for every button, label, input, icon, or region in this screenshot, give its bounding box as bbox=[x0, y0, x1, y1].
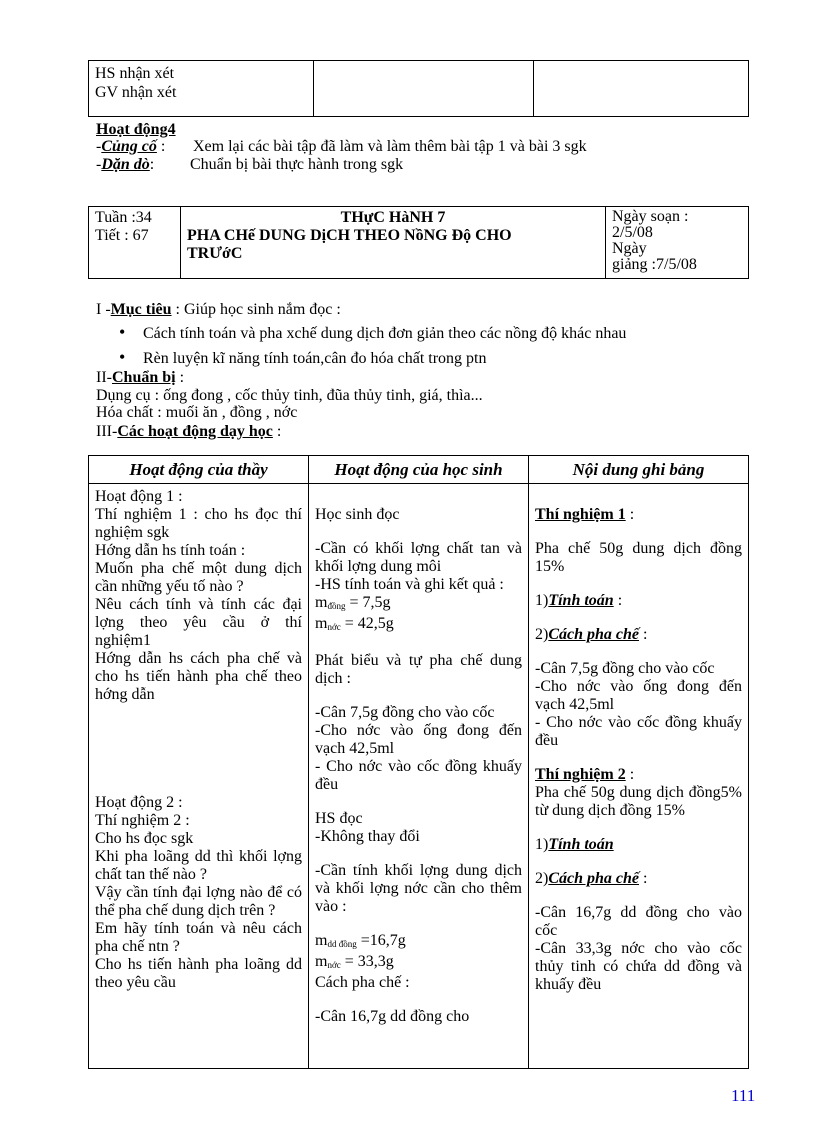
lesson-title-line2: PHA CHế DUNG DịCH THEO NồNG Độ CHO bbox=[187, 227, 512, 244]
lesson-period: Tiết : 67 bbox=[95, 227, 149, 244]
board-num: 1) bbox=[535, 836, 549, 853]
board-num: 2) bbox=[535, 870, 549, 887]
student-method: Cách pha chế : bbox=[315, 974, 410, 991]
board-calc2-label: Tính toán bbox=[548, 836, 614, 853]
objectives-text: : Giúp học sinh nắm đọc : bbox=[171, 301, 341, 318]
activities-table bbox=[88, 455, 749, 1069]
activity4-title-text: Hoạt động4 bbox=[96, 121, 176, 138]
student-m-dong bbox=[315, 594, 522, 615]
m-symbol: m bbox=[315, 932, 328, 949]
student-read1: Học sinh đọc bbox=[315, 506, 400, 523]
activities-heading bbox=[96, 423, 281, 441]
header-teacher: Hoạt động của thầy bbox=[89, 456, 309, 484]
activities-prefix: III- bbox=[96, 423, 118, 440]
preparation-heading bbox=[96, 369, 184, 387]
student-s1: -Cân 7,5g đồng cho vào cốc bbox=[315, 704, 495, 721]
board-colon: : bbox=[639, 626, 648, 643]
board-method2-label: Cách pha chế bbox=[548, 870, 639, 887]
header-board: Nội dung ghi bảng bbox=[529, 456, 749, 484]
student-m-dd-dong bbox=[315, 932, 522, 953]
activity4-item-text: Xem lại các bài tập đã làm và làm thêm bài tập 1 và bài 3 sgk bbox=[193, 138, 587, 155]
activity4-item-label: Củng cố bbox=[101, 138, 157, 155]
student-need: -Cần có khối lợng chất tan và khối lợng dung môi bbox=[315, 540, 522, 575]
preparation-label: Chuẩn bị bbox=[111, 369, 176, 386]
teacher-exp2: Thí nghiệm 2 : bbox=[95, 812, 190, 829]
objectives-heading bbox=[96, 301, 341, 319]
m-value: = 33,3g bbox=[340, 953, 394, 970]
m-symbol: m bbox=[315, 615, 328, 632]
student-m-nuoc2 bbox=[315, 953, 522, 974]
teacher-act1: Hoạt động 1 : bbox=[95, 488, 183, 505]
board-exp2-desc: Pha chế 50g dung dịch đồng5% từ dung dịch đồng 15% bbox=[535, 784, 742, 819]
board-method2 bbox=[535, 870, 742, 888]
lesson-date2: giảng :7/5/08 bbox=[612, 256, 697, 273]
board-num: 1) bbox=[535, 592, 549, 609]
objective-bullet-text: Cách tính toán và pha xchế dung dịch đơn giản theo các nồng độ khác nhau bbox=[143, 325, 627, 342]
lesson-header-table bbox=[88, 206, 749, 279]
board-colon: : bbox=[625, 766, 635, 783]
board-calc-label: Tính toán bbox=[548, 592, 614, 609]
m-subscript: dd đồng bbox=[327, 939, 357, 949]
objective-bullet-item bbox=[119, 322, 627, 343]
bullet-icon: • bbox=[119, 322, 126, 342]
teacher-guide: Hớng dẫn hs tính toán : bbox=[95, 542, 246, 559]
m-value: =16,7g bbox=[356, 932, 406, 949]
lesson-date-cell bbox=[606, 207, 749, 279]
board-b1: -Cân 7,5g đồng cho vào cốc bbox=[535, 660, 715, 677]
m-symbol: m bbox=[315, 953, 328, 970]
lesson-date1-label: Ngày soạn : bbox=[612, 208, 689, 225]
board-method-label: Cách pha chế bbox=[548, 626, 639, 643]
board-b4: -Cân 16,7g dd đồng cho vào cốc bbox=[535, 904, 742, 939]
student-calc: -HS tính toán và ghi kết quả : bbox=[315, 576, 504, 593]
m-subscript: nớc bbox=[327, 960, 341, 970]
objective-bullet-item bbox=[119, 347, 487, 368]
teacher-exp1: Thí nghiệm 1 : cho hs đọc thí nghiệm sgk bbox=[95, 506, 302, 541]
teacher-guide2: Hớng dẫn hs cách pha chế và cho hs tiến hành pha chế theo hớng dẫn bbox=[95, 650, 302, 703]
board-cell bbox=[529, 484, 749, 1069]
student-m-nuoc bbox=[315, 615, 522, 636]
m-symbol: m bbox=[315, 594, 328, 611]
m-value: = 42,5g bbox=[340, 615, 394, 632]
m-value: = 7,5g bbox=[345, 594, 391, 611]
activity4-item-sep: : bbox=[149, 156, 155, 173]
student-s2: -Cho nớc vào ống đong đến vạch 42,5ml bbox=[315, 722, 522, 757]
bullet-icon: • bbox=[119, 347, 126, 367]
continuation-teacher-cell bbox=[89, 61, 314, 117]
board-calc2 bbox=[535, 836, 742, 854]
objectives-label: Mục tiêu bbox=[110, 301, 172, 318]
board-exp1-label: Thí nghiệm 1 bbox=[535, 506, 626, 523]
student-nochange: -Không thay đổi bbox=[315, 828, 420, 845]
board-method bbox=[535, 626, 742, 644]
activity4-item-label: Dặn dò bbox=[101, 156, 150, 173]
board-colon: : bbox=[613, 592, 623, 609]
student-s4: -Cân 16,7g dd đồng cho bbox=[315, 1008, 470, 1025]
objective-bullet-text: Rèn luyện kĩ năng tính toán,cân đo hóa chất trong ptn bbox=[143, 350, 487, 367]
lesson-title-cell bbox=[181, 207, 606, 279]
continuation-table bbox=[88, 60, 749, 117]
continuation-line: HS nhận xét bbox=[95, 65, 175, 82]
m-subscript: nớc bbox=[327, 622, 341, 632]
teacher-q3: Em hãy tính toán và nêu cách pha chế ntn ? bbox=[95, 920, 302, 955]
activity4-item-text: Chuẩn bị bài thực hành trong sgk bbox=[190, 156, 404, 173]
activities-text: : bbox=[272, 423, 282, 440]
board-exp2-title bbox=[535, 766, 742, 784]
student-s3: - Cho nớc vào cốc đồng khuấy đều bbox=[315, 758, 522, 793]
m-subscript: đồng bbox=[327, 601, 346, 611]
teacher-read: Cho hs đọc sgk bbox=[95, 830, 194, 847]
student-speak: Phát biểu và tự pha chế dung dịch : bbox=[315, 652, 522, 687]
lesson-title-line1: THựC HàNH 7 bbox=[340, 209, 446, 226]
student-cell bbox=[309, 484, 529, 1069]
teacher-want: Muốn pha chế một dung dịch cần những yếu tố nào ? bbox=[95, 560, 302, 595]
teacher-state: Nêu cách tính và tính các đại lợng theo yêu cầu ở thí nghiệm1 bbox=[95, 596, 302, 649]
teacher-q1: Khi pha loãng dd thì khối lợng chất tan thế nào ? bbox=[95, 848, 302, 883]
activities-label: Các hoạt động dạy học bbox=[117, 423, 273, 440]
continuation-line: GV nhận xét bbox=[95, 84, 177, 101]
board-b3: - Cho nớc vào cốc đồng khuấy đều bbox=[535, 714, 742, 749]
activity4-item-sep: : bbox=[156, 138, 166, 155]
activity4-item: -Dặn dò: bbox=[96, 156, 155, 173]
board-colon: : bbox=[639, 870, 648, 887]
preparation-tools: Dụng cụ : ống đong , cốc thủy tinh, đũa thủy tinh, giá, thìa... bbox=[96, 387, 483, 404]
board-num: 2) bbox=[535, 626, 549, 643]
activity4-title bbox=[96, 121, 176, 139]
lesson-week-cell bbox=[89, 207, 181, 279]
teacher-q2: Vậy cần tính đại lợng nào để có thể pha chế dung dịch trên ? bbox=[95, 884, 302, 919]
lesson-date1: 2/5/08 bbox=[612, 224, 653, 241]
continuation-board-cell bbox=[534, 61, 749, 117]
header-student: Hoạt động của học sinh bbox=[309, 456, 529, 484]
teacher-act2: Hoạt động 2 : bbox=[95, 794, 183, 811]
objectives-prefix: I - bbox=[96, 301, 111, 318]
board-b2: -Cho nớc vào ống đong đến vạch 42,5ml bbox=[535, 678, 742, 713]
board-calc bbox=[535, 592, 742, 610]
preparation-prefix: II- bbox=[96, 369, 112, 386]
board-colon: : bbox=[625, 506, 635, 523]
lesson-date2-label: Ngày bbox=[612, 240, 647, 257]
preparation-chemicals: Hóa chất : muối ăn , đồng , nớc bbox=[96, 404, 298, 421]
board-b5: -Cân 33,3g nớc cho vào cốc thủy tinh có chứa dd đồng và khuấy đều bbox=[535, 940, 742, 993]
lesson-week: Tuần :34 bbox=[95, 209, 152, 226]
student-calc2: -Cần tính khối lợng dung dịch và khối lợng nớc cần cho thêm vào : bbox=[315, 862, 522, 915]
lesson-title-line3: TRƯớC bbox=[187, 245, 243, 262]
board-exp1-desc: Pha chế 50g dung dịch đồng 15% bbox=[535, 540, 742, 575]
teacher-cell bbox=[89, 484, 309, 1069]
preparation-text: : bbox=[175, 369, 185, 386]
board-exp1-title bbox=[535, 506, 742, 524]
continuation-student-cell bbox=[314, 61, 534, 117]
activity4-item: -Củng cố : bbox=[96, 138, 166, 155]
page-number: 111 bbox=[731, 1086, 756, 1105]
board-exp2-label: Thí nghiệm 2 bbox=[535, 766, 626, 783]
student-read2: HS đọc bbox=[315, 810, 363, 827]
teacher-do: Cho hs tiến hành pha loãng dd theo yêu cầu bbox=[95, 956, 302, 991]
